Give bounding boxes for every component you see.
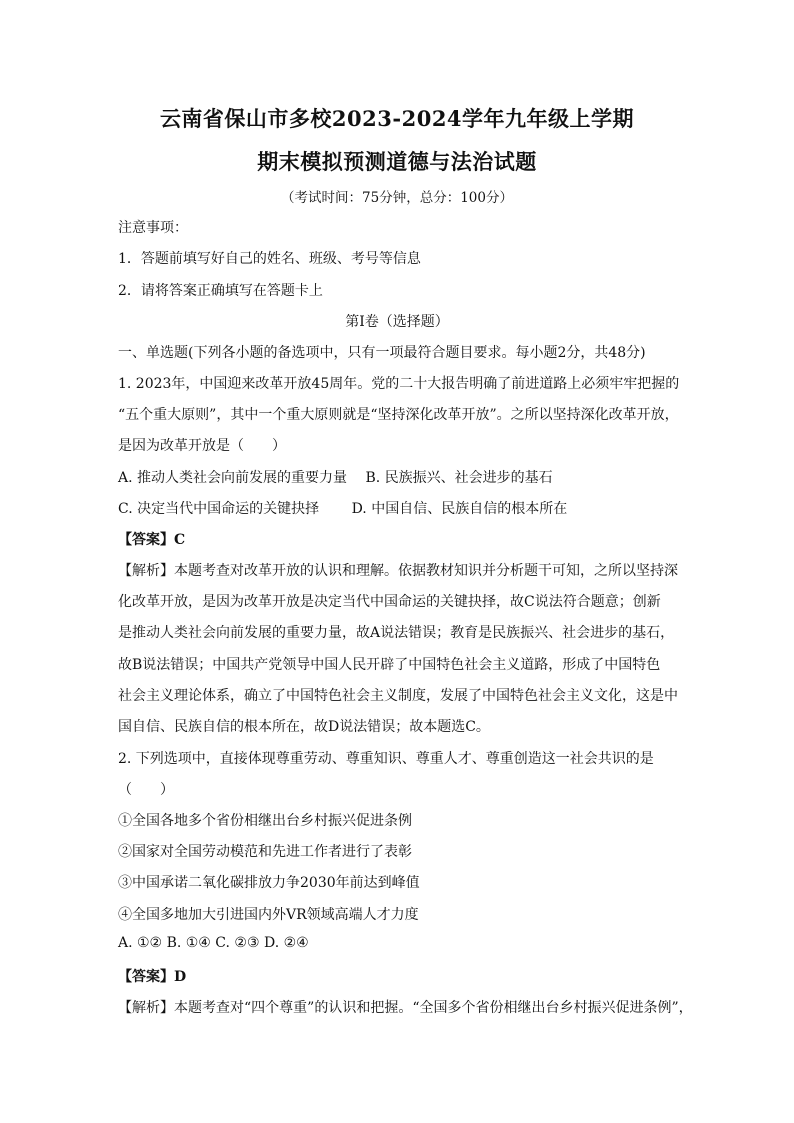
volume-title: 第I卷（选择题） [345, 314, 449, 330]
q2-analysis-line: 【解析】本题考查对“四个尊重”的认识和把握。“全国多个省份相继出台乡村振兴促进条例”， [118, 1000, 693, 1016]
q1-stem-line: 是因为改革开放是（ ） [118, 438, 286, 454]
q2-item: ④全国多地加大引进国内外VR领域高端人才力度 [118, 907, 419, 923]
section-heading: 一、单选题(下列各小题的备选项中，只有一项最符合题目要求。每小题2分，共48分) [118, 345, 646, 361]
q1-options-line: C. 决定当代中国命运的关键抉择 D. 中国自信、民族自信的根本所在 [118, 501, 568, 517]
q1-analysis-line: 社会主义理论体系，确立了中国特色社会主义制度，发展了中国特色社会主义文化，这是中 [118, 688, 678, 704]
notice-item-1: 1．答题前填写好自己的姓名、班级、考号等信息 [118, 251, 421, 267]
q1-analysis-line: 国自信、民族自信的根本所在，故D说法错误；故本题选C。 [118, 719, 490, 735]
q1-options-line: A. 推动人类社会向前发展的重要力量 B. 民族振兴、社会进步的基石 [118, 470, 553, 486]
q1-analysis-line: 是推动人类社会向前发展的重要力量，故A说法错误；教育是民族振兴、社会进步的基石， [118, 625, 675, 641]
q1-analysis-line: 【解析】本题考查对改革开放的认识和理解。依据教材知识并分析题干可知，之所以坚持深 [118, 563, 678, 579]
q1-answer: 【答案】C [118, 532, 186, 548]
exam-title-line1: 云南省保山市多校2023-2024学年九年级上学期 [159, 106, 635, 131]
q2-stem-line: （ ） [118, 782, 174, 798]
q2-stem-line: 2. 下列选项中，直接体现尊重劳动、尊重知识、尊重人才、尊重创造这一社会共识的是 [118, 751, 654, 767]
q1-stem-line: “五个重大原则”，其中一个重大原则就是“坚持深化改革开放”。之所以坚持深化改革开放， [118, 407, 679, 423]
exam-title-line2: 期末模拟预测道德与法治试题 [257, 149, 537, 174]
q2-answer: 【答案】D [118, 969, 187, 985]
q2-item: ②国家对全国劳动模范和先进工作者进行了表彰 [118, 844, 412, 860]
q1-analysis-line: 故B说法错误；中国共产党领导中国人民开辟了中国特色社会主义道路，形成了中国特色 [118, 657, 661, 673]
q2-item: ③中国承诺二氧化碳排放力争2030年前达到峰值 [118, 875, 420, 891]
q2-options-line: A. ①② B. ①④ C. ②③ D. ②④ [118, 935, 309, 951]
q2-item: ①全国各地多个省份相继出台乡村振兴促进条例 [118, 813, 412, 829]
exam-info: （考试时间：75分钟，总分：100分） [281, 190, 513, 206]
q1-stem-line: 1. 2023年，中国迎来改革开放45周年。党的二十大报告明确了前进道路上必须牢牢把握的 [118, 376, 680, 392]
notice-heading: 注意事项： [118, 220, 188, 236]
q1-analysis-line: 化改革开放，是因为改革开放是决定当代中国命运的关键抉择，故C说法符合题意；创新 [118, 594, 661, 610]
notice-item-2: 2．请将答案正确填写在答题卡上 [118, 283, 323, 299]
